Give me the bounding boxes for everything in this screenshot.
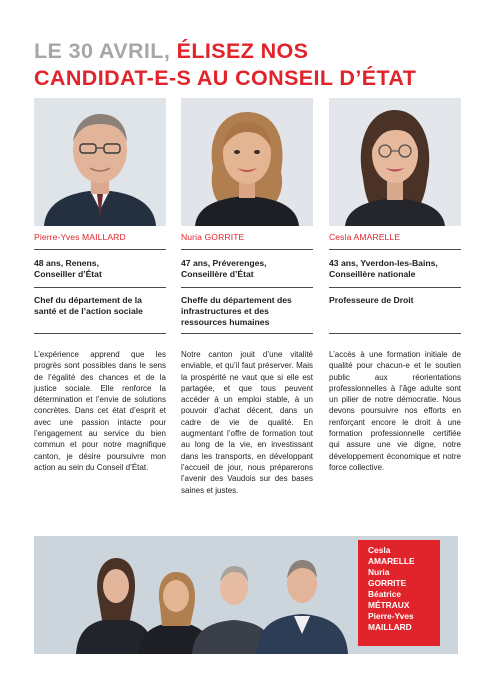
divider <box>34 333 166 334</box>
divider <box>181 249 313 250</box>
candidate-name: Pierre-Yves MAILLARD <box>34 232 126 242</box>
headline-date: LE 30 AVRIL, <box>34 39 177 63</box>
group-name-line: Cesla <box>368 545 391 555</box>
group-names-box <box>358 540 440 646</box>
divider <box>34 287 166 288</box>
candidate-role: Cheffe du département des infrastructures et des ressources humaines <box>181 295 292 327</box>
group-name-line: MAILLARD <box>368 622 412 632</box>
headline-call: ÉLISEZ NOS <box>176 39 309 63</box>
candidate-age-line: 48 ans, Renens, <box>34 258 99 268</box>
divider <box>329 249 461 250</box>
candidate-office-line: Conseillère d’État <box>181 269 254 279</box>
candidate-photo-amarelle <box>329 98 461 226</box>
divider <box>34 249 166 250</box>
candidate-statement: L’expérience apprend que les progrès sont possibles dans le sens de l’égalité des chances et de la justice sociale. Elle renforce la détermination et l’envie de solutions concrètes. Dans cet état d’esprit et avec une passion intacte pour l’engagement au service du bien commun et pour notre magnifique canton, je désire poursuivre mon action au sein du Conseil d’État. <box>34 350 166 472</box>
headline-line-2: CANDIDAT-E-S AU CONSEIL D’ÉTAT <box>34 66 417 90</box>
candidate-age-location <box>329 258 461 282</box>
group-name-line: GORRITE <box>368 578 407 588</box>
group-name-line: MÉTRAUX <box>368 600 410 610</box>
candidate-column-1 <box>34 98 166 473</box>
candidate-office-line: Conseillère nationale <box>329 269 416 279</box>
candidate-role: Professeure de Droit <box>329 295 414 305</box>
candidate-column-3 <box>329 98 461 473</box>
candidate-role: Chef du département de la santé et de l’action sociale <box>34 295 143 316</box>
candidate-age-line: 43 ans, Yverdon-les-Bains, <box>329 258 438 268</box>
divider <box>329 333 461 334</box>
divider <box>329 287 461 288</box>
candidate-age-location <box>181 258 313 282</box>
candidate-photo-gorrite <box>181 98 313 226</box>
candidate-column-2 <box>181 98 313 496</box>
divider <box>181 333 313 334</box>
candidate-statement: L’accès à une formation initiale de qualité pour chacun-e et le soutien public aux réorientations professionnelles à l’âge adulte sont un pilier de notre démocratie. Nous devons poursuivre nos efforts en renforçant encore le droit à une formation professionnelle certifiée qui assure une vie digne, notre développement économique et notre force collective. <box>329 350 461 472</box>
candidate-photo-maillard <box>34 98 166 226</box>
candidate-statement: Notre canton jouit d’une vitalité enviable, et qu’il faut préserver. Mais la prospérité ne vaut que si elle est partagée, et que tous peuvent accéder à un emploi stable, à un pouvoir d’achat décent, dans un cadre de vie de qualité. En augmentant l’offre de formation tout au long de la vie, en investissant dans les transports, en développant l’accueil de jour, nous préparerons l’avenir des Vaudois sur des bases saines et justes. <box>181 350 313 495</box>
candidate-name: Cesla AMARELLE <box>329 232 401 242</box>
divider <box>181 287 313 288</box>
group-name-line: Pierre-Yves <box>368 611 414 621</box>
group-name-line: Nuria <box>368 567 390 577</box>
headline-line-1 <box>34 38 474 65</box>
candidate-office-line: Conseiller d’État <box>34 269 102 279</box>
candidate-name: Nuria GORRITE <box>181 232 245 242</box>
headline <box>34 38 474 92</box>
group-name-line: AMARELLE <box>368 556 415 566</box>
group-name-line: Béatrice <box>368 589 402 599</box>
candidate-age-line: 47 ans, Préverenges, <box>181 258 267 268</box>
candidate-age-location <box>34 258 166 282</box>
